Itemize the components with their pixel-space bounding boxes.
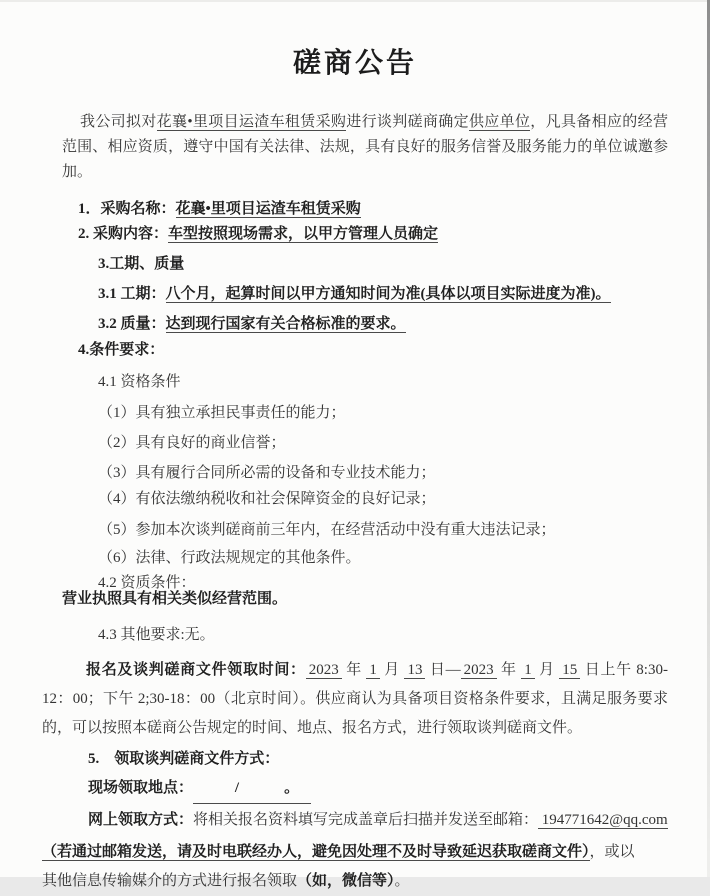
email-warning-tail: ，或以 bbox=[589, 844, 635, 860]
onsite-pickup-label: 现场领取地点： bbox=[88, 780, 194, 796]
online-pickup-text: 将相关报名资料填写完成盖章后扫描并发送至邮箱： bbox=[193, 812, 539, 828]
online-pickup-label: 网上领取方式： bbox=[88, 812, 194, 828]
duration-line bbox=[62, 282, 668, 307]
email-warning: （若通过邮箱发送，请及时电联经办人，避免因处理不及时导致延迟获取磋商文件） bbox=[42, 844, 590, 860]
upper-section bbox=[62, 110, 668, 648]
end-day: 15 bbox=[559, 662, 580, 679]
end-year: 2023 bbox=[461, 662, 497, 679]
scan-edge-top bbox=[0, 0, 710, 2]
email-warning-line bbox=[42, 838, 668, 867]
procurement-content-label: 2. 采购内容： bbox=[78, 226, 169, 242]
pickup-method-heading: 5. 领取谈判磋商文件方式： bbox=[88, 751, 280, 767]
credential-note: 营业执照具有相关类似经营范围。 bbox=[62, 591, 288, 607]
date-separator: 日— bbox=[425, 662, 461, 678]
intro-lead: 我公司拟对 bbox=[80, 114, 157, 130]
start-month: 1 bbox=[366, 662, 380, 679]
other-media-line bbox=[42, 867, 668, 896]
procurement-content-value: 车型按照现场需求，以甲方管理人员确定 bbox=[168, 226, 439, 242]
qualification-item: （4）有依法缴纳税收和社会保障资金的良好记录； bbox=[98, 491, 436, 507]
project-name: 花襄•里项目运渣车租赁采购 bbox=[156, 114, 347, 130]
intro-tail: ，凡具备相应的经营范围、相应资质，遵守中国有关法律、法规，具有良好的服务信誉及服务能力的单位诚邀参加。 bbox=[62, 114, 668, 180]
duration-value: 八个月，起算时间以甲方通知时间为准(具体以项目实际进度为准)。 bbox=[165, 286, 611, 302]
end-month: 1 bbox=[521, 662, 535, 679]
schedule-quality-heading: 3.工期、质量 bbox=[98, 256, 185, 272]
date-separator: 年 bbox=[341, 662, 367, 678]
other-requirement-line: 4.3 其他要求:无。 bbox=[98, 627, 215, 643]
procurement-name-line bbox=[62, 197, 668, 222]
date-separator: 年 bbox=[496, 662, 522, 678]
pickup-email: 194771642@qq.com bbox=[538, 812, 668, 828]
intro-middle: 进行谈判磋商确定 bbox=[346, 114, 469, 130]
other-media-end: 。 bbox=[394, 873, 410, 889]
supplier-term: 供应单位 bbox=[468, 114, 531, 130]
date-separator: 月 bbox=[379, 662, 405, 678]
duration-label: 3.1 工期： bbox=[98, 286, 166, 302]
qualification-item: （3）具有履行合同所必需的设备和专业技术能力； bbox=[98, 465, 436, 481]
other-media-pre: 其他信息传输媒介的方式进行报名领取 bbox=[42, 873, 298, 889]
online-pickup-line bbox=[42, 806, 668, 835]
start-day: 13 bbox=[404, 662, 425, 679]
quality-line bbox=[62, 312, 668, 337]
other-media-examples: （如，微信等） bbox=[297, 873, 395, 889]
intro-paragraph bbox=[62, 110, 668, 185]
procurement-content-line bbox=[62, 222, 668, 247]
date-separator: 月 bbox=[534, 662, 560, 678]
procurement-name-value: 花襄•里项目运渣车租赁采购 bbox=[175, 201, 361, 217]
page-title: 磋商公告 bbox=[292, 48, 417, 79]
onsite-pickup-blank: / 。 bbox=[193, 774, 311, 804]
conditions-heading: 4.条件要求： bbox=[78, 342, 165, 358]
registration-paragraph bbox=[42, 656, 668, 743]
qualification-item: （5）参加本次谈判磋商前三年内，在经营活动中没有重大违法记录； bbox=[98, 522, 556, 538]
quality-value: 达到现行国家有关合格标准的要求。 bbox=[165, 316, 406, 332]
credential-heading: 4.2 资质条件： bbox=[98, 575, 196, 591]
qualification-item: （6）法律、行政法规规定的其他条件。 bbox=[98, 550, 361, 566]
registration-tail: 日上午 8:30-12：00；下午 2;30-18：00（北京时间）。供应商认为具备项目资格条件要求，且满足服务要求的，可以按照本磋商公告规定的时间、地点、报名方式，进行领取谈判磋商文件。 bbox=[42, 662, 668, 736]
registration-label: 报名及谈判磋商文件领取时间： bbox=[86, 662, 306, 678]
procurement-name-label: 1．采购名称： bbox=[78, 201, 176, 217]
onsite-pickup-line bbox=[42, 774, 668, 804]
qualification-item: （2）具有良好的商业信誉； bbox=[98, 435, 286, 451]
lower-section bbox=[42, 656, 668, 896]
qualification-heading: 4.1 资格条件 bbox=[98, 374, 181, 390]
qualification-item: （1）具有独立承担民事责任的能力； bbox=[98, 405, 346, 421]
start-year: 2023 bbox=[306, 662, 342, 679]
quality-label: 3.2 质量： bbox=[98, 316, 166, 332]
